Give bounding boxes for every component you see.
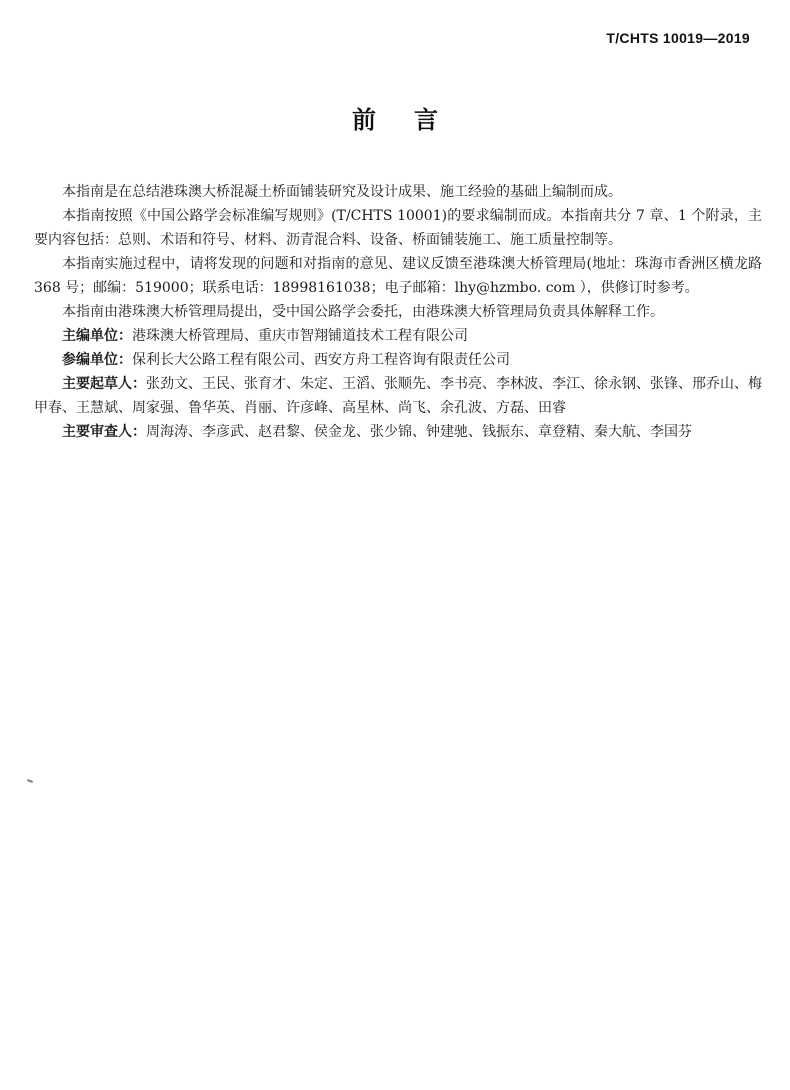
- standard-number: T/CHTS 10019—2019: [606, 30, 750, 46]
- main-reviewers: [34, 420, 762, 444]
- editor-units-label: 主编单位：: [62, 328, 132, 344]
- scan-speck: [27, 779, 33, 783]
- editor-units: [34, 324, 762, 348]
- participating-units: [34, 348, 762, 372]
- page-title: 前言: [352, 106, 476, 134]
- main-drafters: [34, 372, 762, 420]
- paragraph-summary: 本指南是在总结港珠澳大桥混凝土桥面铺装研究及设计成果、施工经验的基础上编制而成。: [62, 184, 622, 200]
- main-drafters-value: 张劲文、王民、张育才、朱定、王滔、张顺先、李书亮、李林波、李江、徐永钢、张锋、邢乔山、梅甲春、王慧斌、周家强、鲁华英、肖丽、许彦峰、高星林、尚飞、余孔波、方磊、田睿: [34, 376, 762, 416]
- participating-units-value: 保利长大公路工程有限公司、西安方舟工程咨询有限责任公司: [132, 352, 510, 368]
- paragraph-structure: 本指南按照《中国公路学会标准编写规则》(T/CHTS 10001)的要求编制而成。本指南共分 7 章、1 个附录，主要内容包括：总则、术语和符号、材料、沥青混合料、设备、桥面铺装施工、施工质量控制等。: [34, 208, 762, 248]
- paragraph-interpretation: 本指南由港珠澳大桥管理局提出，受中国公路学会委托，由港珠澳大桥管理局负责具体解释工作。: [62, 304, 664, 320]
- editor-units-value: 港珠澳大桥管理局、重庆市智翔铺道技术工程有限公司: [132, 328, 468, 344]
- main-reviewers-label: 主要审查人：: [62, 424, 146, 440]
- main-reviewers-value: 周海涛、李彦武、赵君黎、侯金龙、张少锦、钟建驰、钱振东、章登精、秦大航、李国芬: [146, 424, 692, 440]
- paragraph-feedback: 本指南实施过程中，请将发现的问题和对指南的意见、建议反馈至港珠澳大桥管理局(地址：珠海市香洲区横龙路 368 号；邮编：519000；联系电话：18998161038；电子邮箱：lhy@hzmbo. com ），供修订时参考。: [34, 256, 762, 296]
- foreword-body: [34, 180, 762, 444]
- participating-units-label: 参编单位：: [62, 352, 132, 368]
- main-drafters-label: 主要起草人：: [62, 376, 146, 392]
